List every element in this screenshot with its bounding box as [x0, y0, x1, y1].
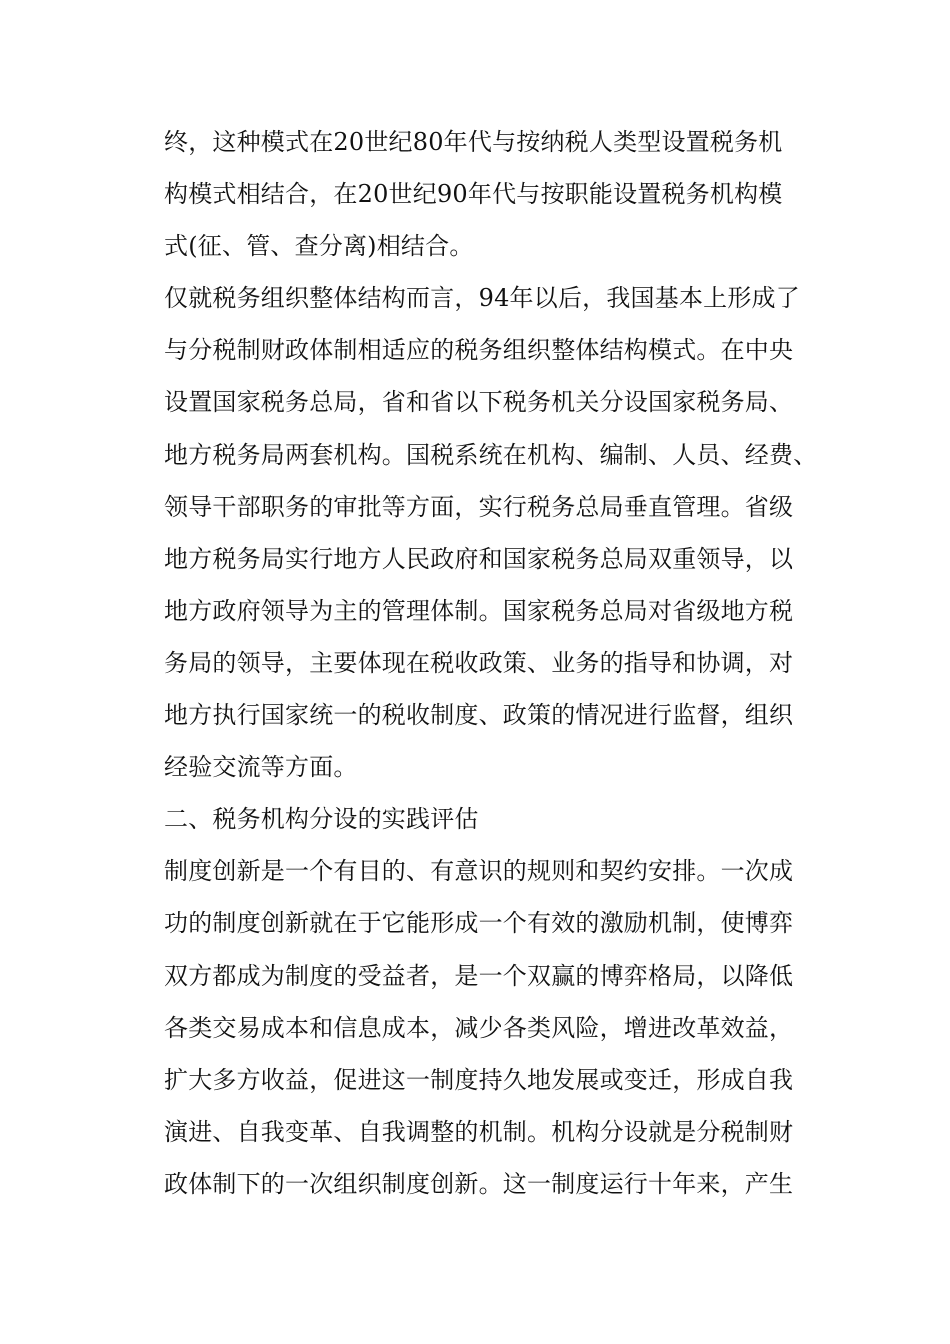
text-line: 经验交流等方面。: [164, 753, 358, 782]
section-heading: 二、税务机构分设的实践评估: [164, 805, 479, 834]
text-line: 双方都成为制度的受益者，是一个双赢的博弈格局，以降低: [164, 961, 794, 990]
body-text: [164, 116, 824, 1210]
text-line: 扩大多方收益，促进这一制度持久地发展或变迁，形成自我: [164, 1065, 794, 1094]
text-line: 设置国家税务总局，省和省以下税务机关分设国家税务局、: [164, 388, 794, 417]
text-line: 地方政府领导为主的管理体制。国家税务总局对省级地方税: [164, 596, 794, 625]
text-line: 演进、自我变革、自我调整的机制。机构分设就是分税制财: [164, 1117, 794, 1146]
text-line: 地方税务局实行地方人民政府和国家税务总局双重领导，以: [164, 544, 794, 573]
text-line: 地方执行国家统一的税收制度、政策的情况进行监督，组织: [164, 701, 794, 730]
text-line: 功的制度创新就在于它能形成一个有效的激励机制，使博弈: [164, 909, 794, 938]
text-line: 构模式相结合，在20世纪90年代与按职能设置税务机构模: [164, 180, 783, 209]
text-line: 领导干部职务的审批等方面，实行税务总局垂直管理。省级: [164, 492, 794, 521]
text-line: 务局的领导，主要体现在税收政策、业务的指导和协调，对: [164, 648, 794, 677]
text-line: 地方税务局两套机构。国税系统在机构、编制、人员、经费、: [164, 440, 818, 469]
text-line: 各类交易成本和信息成本，减少各类风险，增进改革效益，: [164, 1013, 794, 1042]
text-line: 终，这种模式在20世纪80年代与按纳税人类型设置税务机: [164, 128, 783, 156]
text-line: 仅就税务组织整体结构而言，94年以后，我国基本上形成了: [164, 284, 800, 313]
text-line: 式(征、管、查分离)相结合。: [164, 232, 474, 261]
text-line: 制度创新是一个有目的、有意识的规则和契约安排。一次成: [164, 857, 794, 886]
text-line: 政体制下的一次组织制度创新。这一制度运行十年来，产生: [164, 1169, 794, 1198]
text-line: 与分税制财政体制相适应的税务组织整体结构模式。在中央: [164, 336, 794, 365]
